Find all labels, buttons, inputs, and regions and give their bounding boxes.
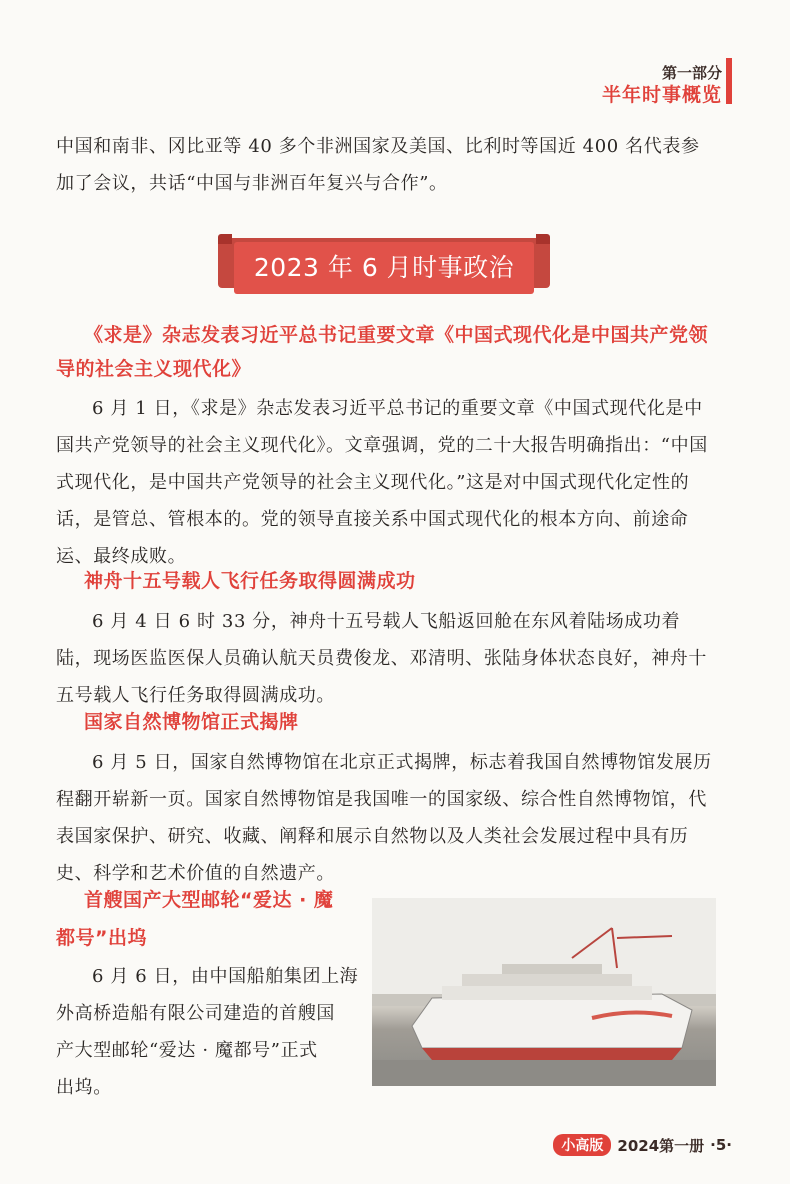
banner-fold-left bbox=[218, 234, 232, 244]
edition-label: 2024第一册 bbox=[617, 1136, 705, 1155]
section-heading-cruise-line2: 都号”出坞 bbox=[56, 927, 147, 949]
section-heading-shenzhou: 神舟十五号载人飞行任务取得圆满成功 bbox=[84, 570, 416, 592]
section-body-qiushi: 6 月 1 日，《求是》杂志发表习近平总书记的重要文章《中国式现代化是中国共产党领导的社会主义现代化》。文章强调，党的二十大报告明确指出：“中国式现代化，是中国共产党领导的社会主义现代化。”这是对中国式现代化定性的话，是管总、管根本的。党的领导直接关系中国式现代化的根本方向、前途命运、最终成败。 bbox=[56, 398, 708, 567]
header-part-label: 第一部分 bbox=[661, 64, 722, 82]
page-footer bbox=[553, 1134, 732, 1156]
cruise-body-line: 产大型邮轮“爱达 · 魔都号”正式 bbox=[56, 1040, 318, 1061]
cruise-ship-photo bbox=[372, 898, 716, 1086]
section-body-cruise bbox=[56, 958, 366, 1106]
section-body-shenzhou: 6 月 4 日 6 时 33 分，神舟十五号载人飞船返回舱在东风着陆场成功着陆，现场医监医保人员确认航天员费俊龙、邓清明、张陆身体状态良好，神舟十五号载人飞行任务取得圆满成功。 bbox=[56, 611, 707, 706]
header-accent-bar bbox=[726, 58, 732, 104]
month-banner bbox=[218, 234, 550, 294]
header-section-title: 半年时事概览 bbox=[601, 84, 722, 106]
section-heading-museum: 国家自然博物馆正式揭牌 bbox=[84, 711, 299, 733]
cruise-body-line: 出坞。 bbox=[56, 1077, 112, 1098]
cruise-body-line: 6 月 6 日，由中国船舶集团上海 bbox=[92, 966, 359, 987]
cruise-body-line: 外高桥造船有限公司建造的首艘国 bbox=[56, 1003, 335, 1024]
edition-badge: 小高版 bbox=[553, 1134, 611, 1156]
page-number: ·5· bbox=[710, 1136, 732, 1154]
banner-fold-right bbox=[536, 234, 550, 244]
running-header bbox=[602, 64, 722, 108]
section-heading-qiushi: 《求是》杂志发表习近平总书记重要文章《中国式现代化是中国共产党领导的社会主义现代化》 bbox=[56, 324, 709, 380]
section-body-museum: 6 月 5 日，国家自然博物馆在北京正式揭牌，标志着我国自然博物馆发展历程翻开崭新一页。国家自然博物馆是我国唯一的国家级、综合性自然博物馆，代表国家保护、研究、收藏、阐释和展示自然物以及人类社会发展过程中具有历史、科学和艺术价值的自然遗产。 bbox=[56, 752, 712, 884]
banner-title: 2023 年 6 月时事政治 bbox=[234, 242, 534, 294]
intro-paragraph: 中国和南非、冈比亚等 40 多个非洲国家及美国、比利时等国近 400 名代表参加了会议，共话“中国与非洲百年复兴与合作”。 bbox=[56, 136, 700, 194]
section-heading-cruise-line1: 首艘国产大型邮轮“爱达 · 魔 bbox=[84, 889, 334, 911]
cruise-ship-illustration bbox=[372, 898, 716, 1086]
